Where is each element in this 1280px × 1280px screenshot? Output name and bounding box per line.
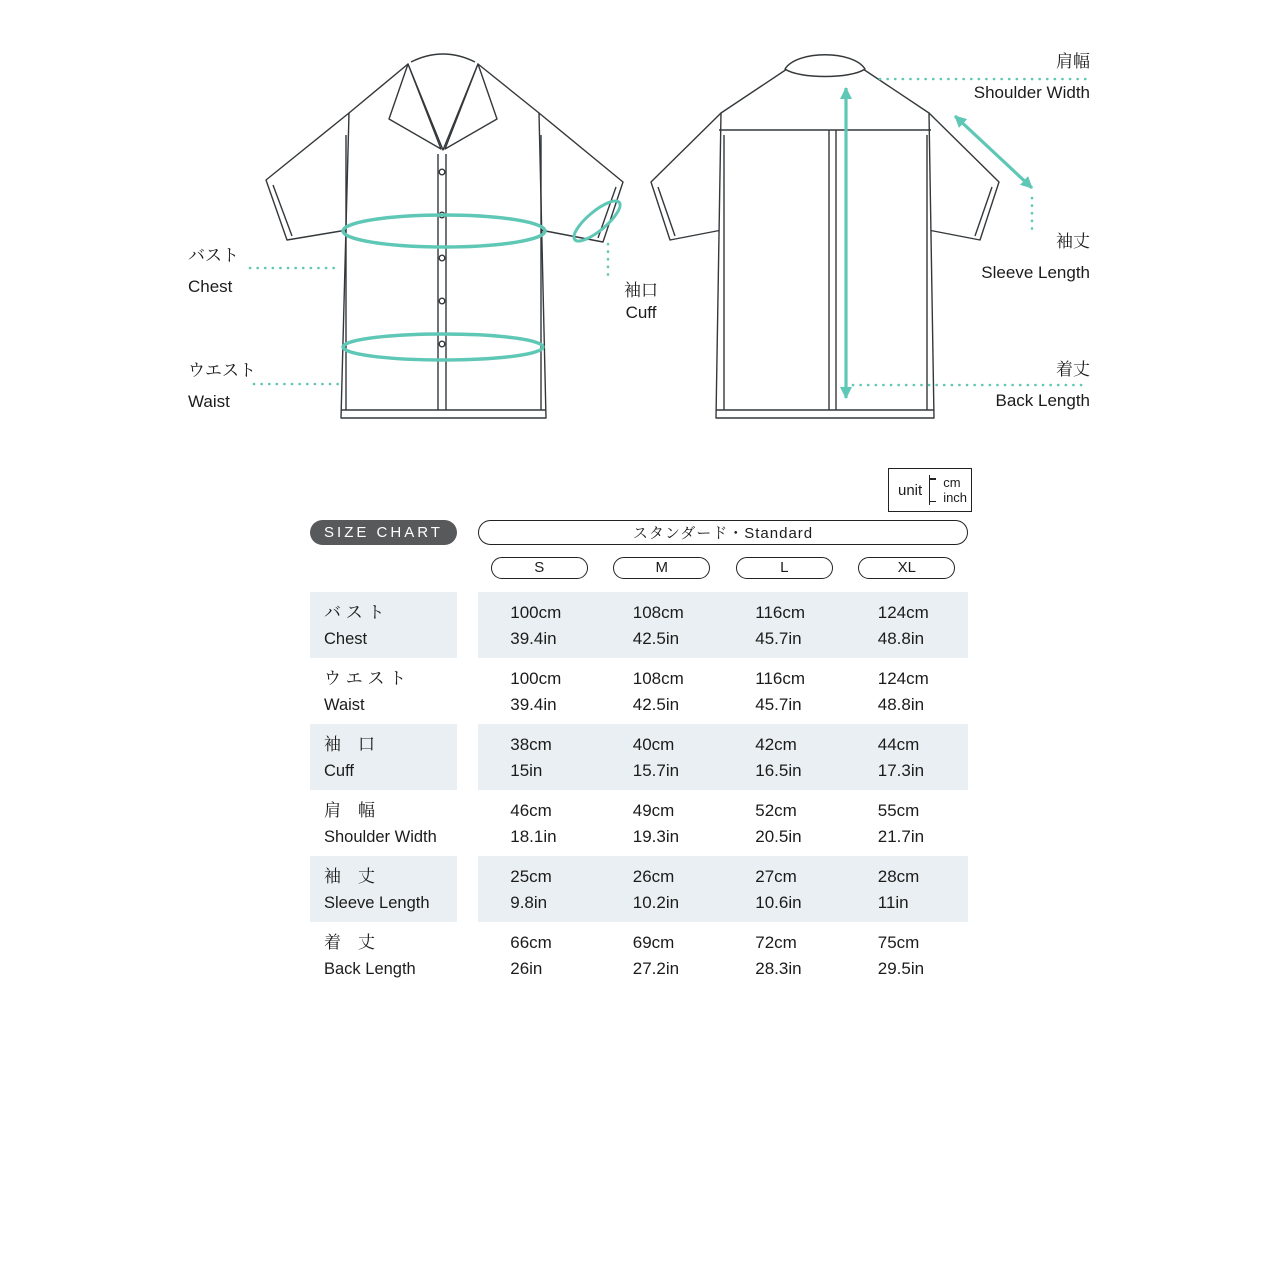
size-table bbox=[310, 520, 968, 988]
sleeve-length-label-en: Sleeve Length bbox=[981, 263, 1090, 282]
row-values: 25cm 9.8in 26cm 10.2in 27cm 10.6in 28cm 11in bbox=[478, 856, 968, 922]
table-header bbox=[310, 520, 968, 545]
row-label: 肩 幅 Shoulder Width bbox=[324, 801, 437, 846]
row-values: 38cm 15in 40cm 15.7in 42cm 16.5in 44cm 17.3in bbox=[478, 724, 968, 790]
row-label: 袖 口 Cuff bbox=[310, 724, 457, 790]
unit-box bbox=[888, 468, 972, 512]
chest-label-jp: バスト bbox=[188, 246, 239, 265]
table-row-back-length bbox=[310, 922, 968, 988]
size-pill-xl: XL bbox=[858, 557, 955, 579]
cuff-label-en: Cuff bbox=[625, 303, 657, 322]
row-label: バ ス ト Chest bbox=[310, 592, 457, 658]
size-pill-l: L bbox=[736, 557, 833, 579]
row-label: 袖 丈 Sleeve Length bbox=[310, 856, 457, 922]
sleeve-length-label-jp: 袖丈 bbox=[1056, 232, 1090, 251]
row-label: ウ エ ス ト Waist bbox=[324, 669, 407, 714]
chest-label-en: Chest bbox=[188, 277, 233, 296]
row-label: 着 丈 Back Length bbox=[324, 933, 416, 978]
unit-cm: cm bbox=[943, 475, 961, 490]
back-length-label-en: Back Length bbox=[995, 391, 1090, 410]
shirt-front-illustration bbox=[266, 54, 623, 418]
waist-label bbox=[188, 361, 256, 411]
size-pill-m: M bbox=[613, 557, 710, 579]
cuff-label-jp: 袖口 bbox=[624, 281, 658, 300]
row-values: 66cm 26in 69cm 27.2in 72cm 28.3in 75cm 29.5in bbox=[510, 933, 925, 978]
cuff-label bbox=[598, 281, 684, 322]
table-row-shoulder-width bbox=[310, 790, 968, 856]
table-row-cuff bbox=[310, 724, 968, 790]
waist-label-en: Waist bbox=[188, 392, 230, 411]
back-length-label-jp: 着丈 bbox=[1056, 360, 1090, 379]
table-row-chest bbox=[310, 592, 968, 658]
shoulder-width-label bbox=[974, 52, 1090, 102]
shoulder-width-label-jp: 肩幅 bbox=[1056, 52, 1090, 71]
table-row-waist bbox=[310, 658, 968, 724]
table-row-sleeve-length bbox=[310, 856, 968, 922]
size-chart-badge: SIZE CHART bbox=[310, 520, 457, 545]
shirt-back-illustration bbox=[651, 55, 999, 418]
unit-label: unit bbox=[898, 481, 923, 499]
row-values: 100cm 39.4in 108cm 42.5in 116cm 45.7in 124cm 48.8in bbox=[478, 592, 968, 658]
sleeve-length-label bbox=[981, 232, 1090, 282]
waist-label-jp: ウエスト bbox=[188, 361, 256, 380]
unit-values bbox=[943, 475, 967, 505]
size-header-row bbox=[478, 557, 968, 579]
back-length-label bbox=[995, 360, 1090, 410]
unit-inch: inch bbox=[943, 490, 968, 505]
collection-pill: スタンダード・Standard bbox=[478, 520, 968, 545]
size-pill-s: S bbox=[491, 557, 588, 579]
chest-label bbox=[188, 246, 239, 296]
shoulder-width-label-en: Shoulder Width bbox=[973, 83, 1090, 102]
row-values: 46cm 18.1in 49cm 19.3in 52cm 20.5in 55cm 21.7in bbox=[510, 801, 925, 846]
unit-bracket-icon bbox=[929, 475, 936, 505]
row-values: 100cm 39.4in 108cm 42.5in 116cm 45.7in 124cm 48.8in bbox=[510, 669, 929, 714]
